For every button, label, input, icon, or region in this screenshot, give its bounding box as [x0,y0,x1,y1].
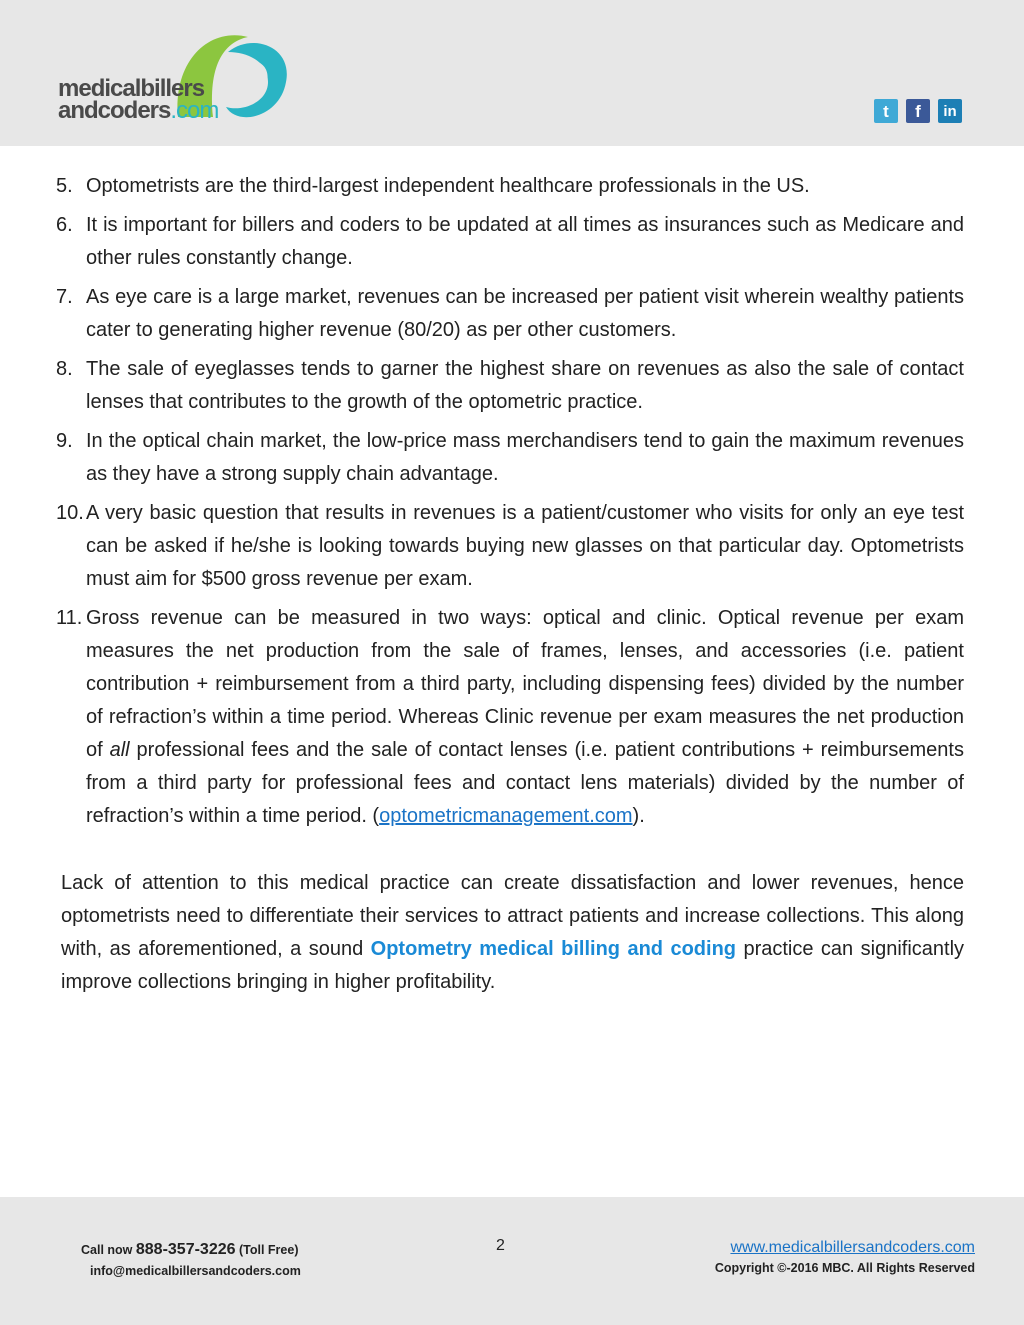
list-item [56,353,964,419]
twitter-icon[interactable]: t [874,99,898,123]
item11-text-before: Gross revenue can be measured in two ways: optical and clinic. Optical revenue per exam measures the net production from the sale of frames, lenses, and accessories (i.e. patient contribution + reimbursement from a third party, including dispensing fees) divided by the number of refraction’s within a time period. Whereas Clinic revenue per exam measures the net production of [86,607,964,761]
optometricmanagement-link[interactable]: optometricmanagement.com [379,805,633,827]
phone-number[interactable]: 888-357-3226 [135,1241,236,1258]
footer-call-line [81,1239,301,1261]
list-number: 6. [56,214,73,236]
footer-right [715,1237,975,1279]
item11-text-end: ). [632,805,645,827]
paragraph-text-before: Lack of attention to this medical practice can create dissatisfaction and lower revenues, hence optometrists need to differentiate their services to attract patients and increase collections. This along with, as aforementioned, a sound [61,872,964,960]
list-item [56,602,964,833]
item11-italic: all [109,739,130,761]
list-number: 5. [56,175,73,197]
logo-com: .com [170,97,219,124]
logo-line-1: medicalbillers [58,75,205,102]
page-content [56,170,964,999]
list-number: 9. [56,430,73,452]
list-number: 7. [56,286,73,308]
list-number: 11. [56,607,83,629]
footer-email[interactable]: info@medicalbillersandcoders.com [90,1264,301,1278]
list-number: 8. [56,358,73,380]
list-text: Optometrists are the third-largest independent healthcare professionals in the US. [86,175,810,197]
list-item [56,209,964,275]
list-item [56,497,964,596]
logo-andcoders: andcoders [58,97,171,124]
facebook-icon[interactable]: f [906,99,930,123]
list-text: A very basic question that results in revenues is a patient/customer who visits for only an eye test can be asked if he/she is looking towards buying new glasses on that particular day. Optometrists must aim for $500 gross revenue per exam. [86,502,964,590]
list-text: As eye care is a large market, revenues can be increased per patient visit wherein wealthy patients cater to generating higher revenue (80/20) as per other customers. [86,286,964,341]
page-header [0,0,1024,146]
logo-wordmark [58,75,219,124]
page-footer [0,1197,1024,1325]
list-number: 10. [56,502,84,524]
paragraph-text-after: practice can significantly improve collections bringing in higher profitability. [61,938,965,993]
list-text: In the optical chain market, the low-price mass merchandisers tend to gain the maximum revenues as they have a strong supply chain advantage. [86,430,964,485]
closing-paragraph [56,867,964,999]
copyright-text: Copyright ©-2016 MBC. All Rights Reserved [714,1261,975,1275]
call-prefix: Call now [81,1243,136,1257]
optometry-billing-link[interactable]: Optometry medical billing and coding [370,938,737,960]
list-text: The sale of eyeglasses tends to garner the highest share on revenues as also the sale of contact lenses that contributes to the growth of the optometric practice. [86,358,964,413]
linkedin-icon[interactable]: in [938,99,962,123]
footer-contact [81,1239,301,1282]
page-number: 2 [496,1237,505,1254]
logo-line-2 [58,97,219,124]
toll-free-label: (Toll Free) [235,1243,299,1257]
list-item [56,170,964,203]
website-link[interactable]: www.medicalbillersandcoders.com [730,1239,975,1256]
list-text [86,602,964,833]
list-text: It is important for billers and coders to be updated at all times as insurances such as Medicare and other rules constantly change. [86,214,964,269]
list-item [56,425,964,491]
item11-text-after: professional fees and the sale of contact lenses (i.e. patient contributions + reimbursements from a third party for professional fees and contact lens materials) divided by the number of refraction’s within a time period. ( [86,739,964,827]
list-item [56,281,964,347]
company-logo[interactable] [58,22,298,132]
